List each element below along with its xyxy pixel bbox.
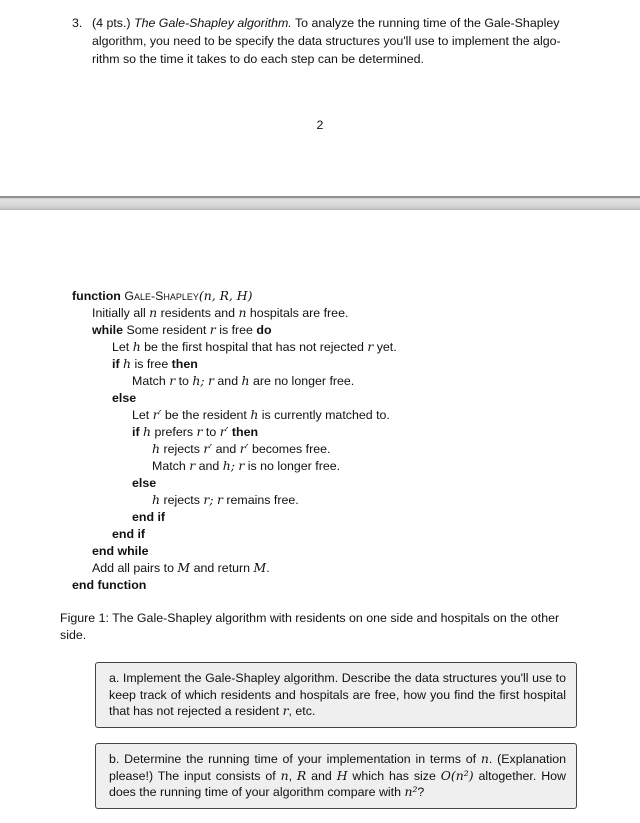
algo-line-if-free: if h is free then <box>112 356 198 371</box>
problem-statement <box>72 14 582 68</box>
page-break <box>0 196 640 210</box>
question-b-text: b. Determine the running time of your implementation in terms of <box>109 752 477 766</box>
algo-line-else: else <box>112 391 137 405</box>
problem-number: 3. <box>72 16 83 30</box>
problem-text: To analyze the running time of the Gale-Shapley algorithm, you need to be specify the data structures you'll use to implement the algo- <box>92 16 561 48</box>
algo-line-let-rprime: Let r′ be the resident h is currently matched to. <box>132 407 390 422</box>
algo-line-inner-end-if: end if <box>132 510 166 524</box>
algo-line-function: function Gale-Shapley(n, R, H) <box>72 288 253 303</box>
algo-line-inner-else: else <box>132 476 157 490</box>
algo-line-while: while Some resident r is free do <box>92 322 272 337</box>
algo-line-match-r-h: Match r and h; r is no longer free. <box>152 458 341 473</box>
algo-line-rejects-rprime: h rejects r′ and r′ becomes free. <box>152 441 331 456</box>
algo-line-match: Match r to h; r and h are no longer free. <box>132 373 355 388</box>
page-number: 2 <box>316 118 324 132</box>
problem-points: (4 pts.) <box>92 16 131 30</box>
algo-line-end-while: end while <box>92 544 149 558</box>
algo-line-let-h: Let h be the first hospital that has not rejected r yet. <box>112 339 397 354</box>
question-box-a <box>95 662 577 728</box>
algo-line-end-function: end function <box>72 578 147 592</box>
question-box-b: b. Determine the running time of your implementation in terms of n. (Explanation please!) The input consists of n, R and H which has size O(n²) altogether. How does the running time of your algorithm compare with n²? <box>95 743 577 809</box>
figure-caption: Figure 1: The Gale-Shapley algorithm with residents on one side and hospitals on the other side. <box>60 611 560 642</box>
problem-title: The Gale-Shapley algorithm. <box>134 16 292 30</box>
problem-text-continued: rithm so the time it takes to do each step can be determined. <box>92 52 424 66</box>
algo-line-init: Initially all n residents and n hospitals are free. <box>92 305 349 320</box>
algo-line-add-pairs: Add all pairs to M and return M. <box>92 560 270 575</box>
question-a-tail: , etc. <box>288 704 316 718</box>
algo-line-rejects-r: h rejects r; r remains free. <box>152 492 299 507</box>
algo-line-end-if: end if <box>112 527 146 541</box>
algo-line-if-prefers: if h prefers r to r′ then <box>132 424 259 439</box>
question-a-text: a. Implement the Gale-Shapley algorithm. Describe the data structures you'll use to keep track of which residents and hospitals are free, how you find the first hospital that has not rejected a resident <box>109 671 566 718</box>
question-a-var-r: r <box>282 703 289 718</box>
page-one-fragment <box>0 0 640 190</box>
